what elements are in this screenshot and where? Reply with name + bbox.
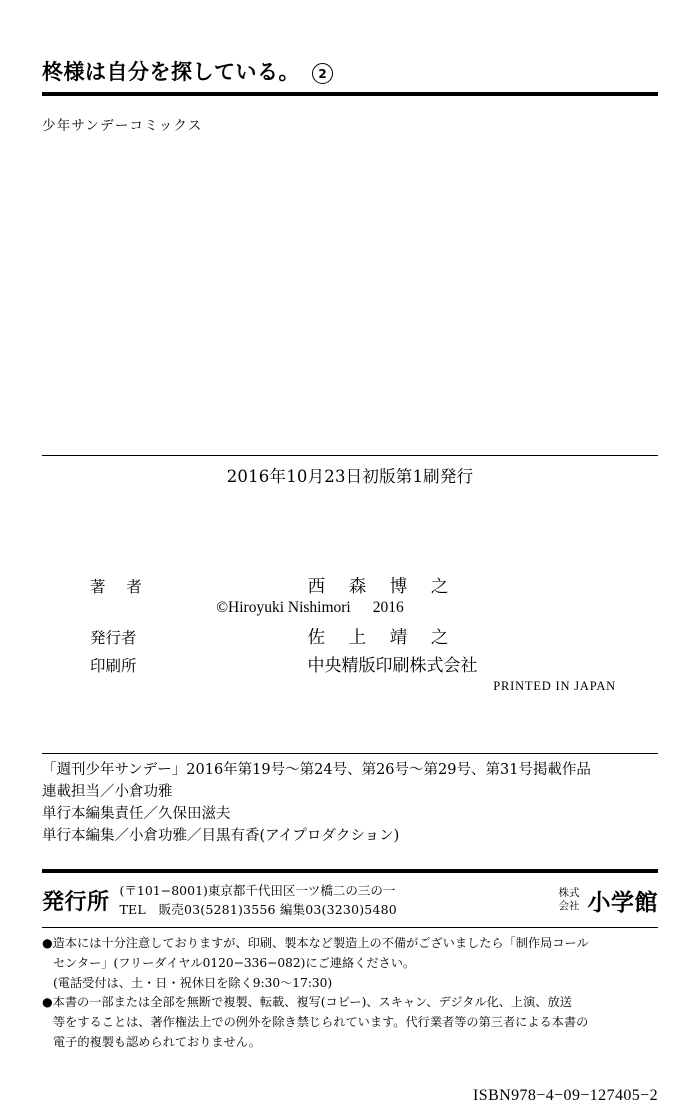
- publisher-label: 発行者: [90, 629, 137, 647]
- printed-in-japan: PRINTED IN JAPAN: [493, 679, 616, 693]
- page-title: 柊様は自分を探している。: [42, 59, 300, 84]
- credit-row-printer: [42, 651, 658, 676]
- divider-top: [42, 92, 658, 96]
- notice-line-2: センター」(フリーダイヤル0120−336−082)にご連絡ください。: [53, 955, 416, 970]
- publisher-address-line-1: (〒101−8001)東京都千代田区一ツ橋二の三の一: [119, 882, 396, 898]
- printer-label: 印刷所: [90, 657, 137, 675]
- divider-publisher-bottom: [42, 927, 658, 928]
- title-row: [42, 56, 658, 86]
- publisher-kk-line-2: 会社: [558, 900, 580, 912]
- publisher-bar-label: 発行所: [42, 888, 110, 915]
- serial-line-2: 連載担当／小倉功雅: [42, 784, 173, 801]
- publisher-kk-mark: [559, 887, 580, 913]
- volume-badge: 2: [312, 63, 333, 84]
- publisher-address: [120, 881, 559, 920]
- serial-line-1: 「週刊少年サンデー」2016年第19号〜第24号、第26号〜第29号、第31号掲載作品: [42, 762, 591, 778]
- notice-line-4: ●本書の一部または全部を無断で複製、転載、複写(コピー)、スキャン、デジタル化、上演、放送: [42, 995, 572, 1010]
- credit-row-publisher: [42, 624, 658, 649]
- serial-info-block: [42, 759, 662, 847]
- serial-line-3: 単行本編集責任／久保田滋夫: [42, 806, 231, 823]
- publication-date: 2016年10月23日初版第1刷発行: [226, 467, 474, 486]
- publisher-kk-line-1: 株式: [558, 886, 580, 899]
- isbn-number: ISBN978−4−09−127405−2: [473, 1087, 658, 1104]
- notice-line-3: (電話受付は、土・日・祝休日を除く9:30〜17:30): [53, 975, 333, 990]
- notices-block: [42, 934, 662, 1053]
- divider-serial: [42, 753, 658, 754]
- publisher-bar: [42, 876, 658, 924]
- serial-line-4: 単行本編集／小倉功雅／目黒有香(アイプロダクション): [42, 828, 400, 845]
- author-label: 著 者: [90, 578, 150, 596]
- divider-publication: [42, 455, 658, 456]
- publisher-address-line-2: TEL 販売03(5281)3556 編集03(3230)5480: [119, 902, 397, 917]
- notice-line-6: 電子的複製も認められておりません。: [53, 1034, 261, 1049]
- copyright-line: [42, 599, 658, 617]
- publisher-name: 佐 上 靖 之: [307, 628, 458, 648]
- notice-line-1: ●造本には十分注意しておりますが、印刷、製本など製造上の不備がございましたら「制作局コール: [42, 936, 589, 950]
- copyright-year: 2016: [372, 599, 404, 616]
- imprint-label: 少年サンデーコミックス: [42, 118, 203, 134]
- copyright-holder: ©Hiroyuki Nishimori: [216, 599, 351, 616]
- divider-publisher-top: [42, 869, 658, 873]
- credits-block: [42, 573, 658, 694]
- author-name: 西 森 博 之: [307, 577, 458, 597]
- publisher-company-name: 小学館: [587, 888, 658, 916]
- credit-row-author: [42, 573, 658, 598]
- notice-line-5: 等をすることは、著作権法上での例外を除き禁じられています。代行業者等の第三者による本書の: [53, 1015, 589, 1030]
- printer-name: 中央精版印刷株式会社: [307, 656, 478, 676]
